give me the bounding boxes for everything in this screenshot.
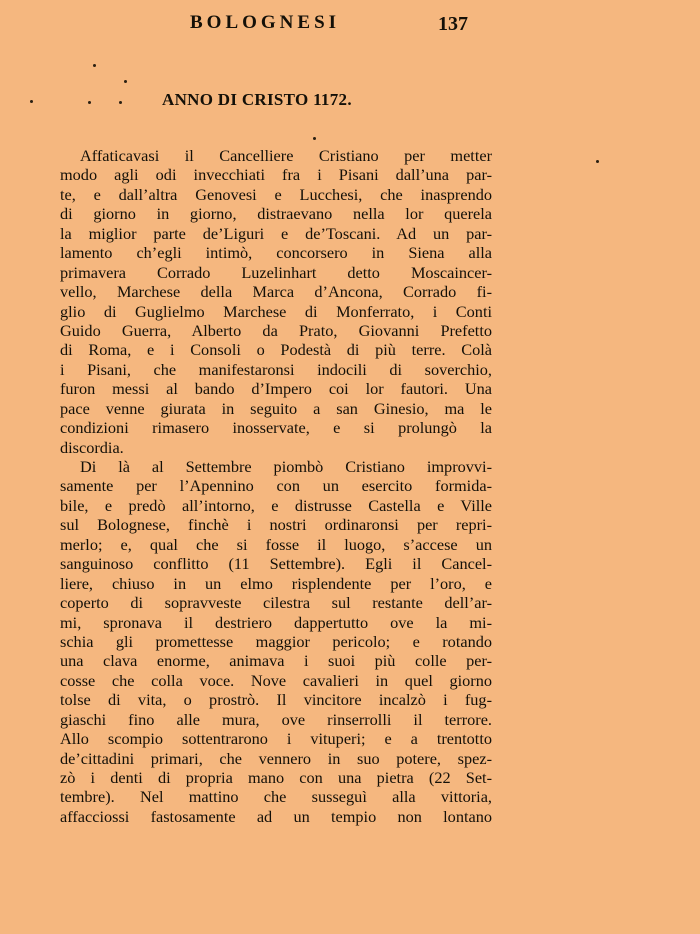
text-line: samente per l’Apennino con un esercito formida-: [60, 476, 492, 496]
text-line: bile, e predò all’intorno, e distrusse Castella e Ville: [60, 495, 492, 515]
text-line: affacciossi fastosamente ad un tempio non lontano: [60, 806, 492, 826]
text-line: glio di Guglielmo Marchese di Monferrato, i Conti: [60, 301, 492, 321]
scan-speck: [93, 64, 96, 67]
text-line: di Roma, e i Consoli o Podestà di più terre. Colà: [60, 340, 492, 360]
text-line: vello, Marchese della Marca d’Ancona, Corrado fi-: [60, 282, 492, 302]
scan-speck: [596, 160, 599, 163]
section-heading: ANNO DI CRISTO 1172.: [162, 90, 352, 109]
text-line: tolse di vita, o prostrò. Il vincitore incalzò i fug-: [60, 690, 492, 710]
text-line: Affaticavasi il Cancelliere Cristiano per metter: [80, 146, 492, 165]
text-line: una clava enorme, animava i suoi più colle per-: [60, 651, 492, 671]
running-head: [0, 10, 700, 40]
text-line: mi, spronava il destriero dappertutto ove la mi-: [60, 612, 492, 632]
page-number: 137: [438, 13, 468, 35]
text-line: giaschi fino alle mura, ove rinserrolli il terrore.: [60, 709, 492, 729]
text-line: merlo; e, qual che si fosse il luogo, s’accese un: [60, 534, 492, 554]
text-line: modo agli odi invecchiati fra i Pisani dall’una par-: [60, 165, 492, 185]
scan-speck: [313, 137, 316, 140]
text-line: pace venne giurata in seguito a san Ginesio, ma le: [60, 398, 492, 418]
text-line: lamento ch’egli intimò, concorsero in Siena alla: [60, 243, 492, 263]
text-line: primavera Corrado Luzelinhart detto Moscaincer-: [60, 262, 492, 282]
text-line: furon messi al bando d’Impero coi lor fautori. Una: [60, 379, 492, 399]
body-text: [60, 146, 492, 826]
text-line: sul Bolognese, finchè i nostri ordinaronsi per repri-: [60, 515, 492, 535]
scan-speck: [88, 101, 91, 104]
running-title: BOLOGNESI: [190, 12, 341, 33]
text-line: la miglior parte de’Liguri e de’Toscani. Ad un par-: [60, 223, 492, 243]
scan-speck: [119, 101, 122, 104]
text-line: di giorno in giorno, distraevano nella lor querela: [60, 204, 492, 224]
scan-speck: [30, 100, 33, 103]
text-line: cosse che colla voce. Nove cavalieri in quel giorno: [60, 670, 492, 690]
text-line: i Pisani, che manifestaronsi indocili di soverchio,: [60, 359, 492, 379]
text-line: zò i denti di propria mano con una pietra (22 Set-: [60, 768, 492, 787]
text-line: discordia.: [60, 437, 124, 457]
text-line: schia gli promettesse maggior pericolo; e rotando: [60, 631, 492, 651]
text-line: de’cittadini primari, che vennero in suo potere, spez-: [60, 748, 492, 768]
text-line: condizioni rimasero inosservate, e si prolungò la: [60, 418, 492, 438]
text-line: Guido Guerra, Alberto da Prato, Giovanni Prefetto: [60, 320, 492, 340]
text-line: Di là al Settembre piombò Cristiano improvvi-: [80, 457, 492, 476]
scan-speck: [124, 80, 127, 83]
text-line: te, e dall’altra Genovesi e Lucchesi, che inasprendo: [60, 184, 492, 204]
text-line: sanguinoso conflitto (11 Settembre). Egli il Cancel-: [60, 554, 492, 574]
text-line: Allo scompio sottentrarono i vituperi; e a trentotto: [60, 729, 492, 749]
text-line: coperto di sopravveste cilestra sul restante dell’ar-: [60, 593, 492, 613]
text-line: liere, chiuso in un elmo risplendente per l’oro, e: [60, 573, 492, 593]
text-line: tembre). Nel mattino che susseguì alla vittoria,: [60, 787, 492, 807]
